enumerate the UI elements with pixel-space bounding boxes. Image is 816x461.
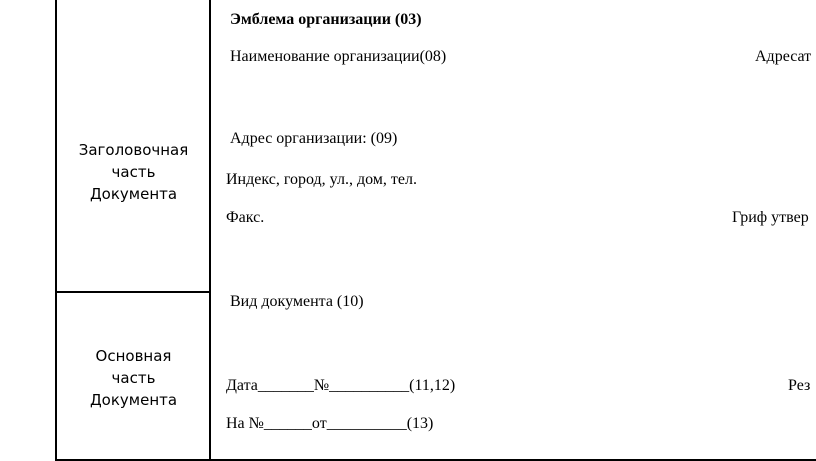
fax-field: Факс. xyxy=(226,209,265,226)
addressee-field: Адресат xyxy=(755,48,812,65)
main-section-label-line2: часть xyxy=(111,369,156,387)
main-section-label xyxy=(57,345,210,411)
postal-address-field: Индекс, город, ул., дом, тел. xyxy=(226,171,417,188)
date-number-field: Дата_______№__________(11,12) xyxy=(226,377,456,394)
main-section-label-line1: Основная xyxy=(95,347,172,365)
main-section-label-line3: Документа xyxy=(89,391,178,409)
header-section-label xyxy=(57,139,210,205)
org-address-field: Адрес организации: (09) xyxy=(230,130,398,147)
approval-stamp-field: Гриф утвер xyxy=(732,209,809,226)
header-section-label-line2: часть xyxy=(111,163,156,181)
emblem-field: Эмблема организации (03) xyxy=(230,11,422,28)
header-section-label-line3: Документа xyxy=(89,185,178,203)
reference-field: На №______от__________(13) xyxy=(226,415,434,432)
org-name-field: Наименование организации(08) xyxy=(230,48,447,65)
resolution-field: Рез xyxy=(788,377,811,394)
table-row-divider xyxy=(55,291,211,293)
header-section-label-line1: Заголовочная xyxy=(78,141,189,159)
document-type-field: Вид документа (10) xyxy=(230,293,364,310)
